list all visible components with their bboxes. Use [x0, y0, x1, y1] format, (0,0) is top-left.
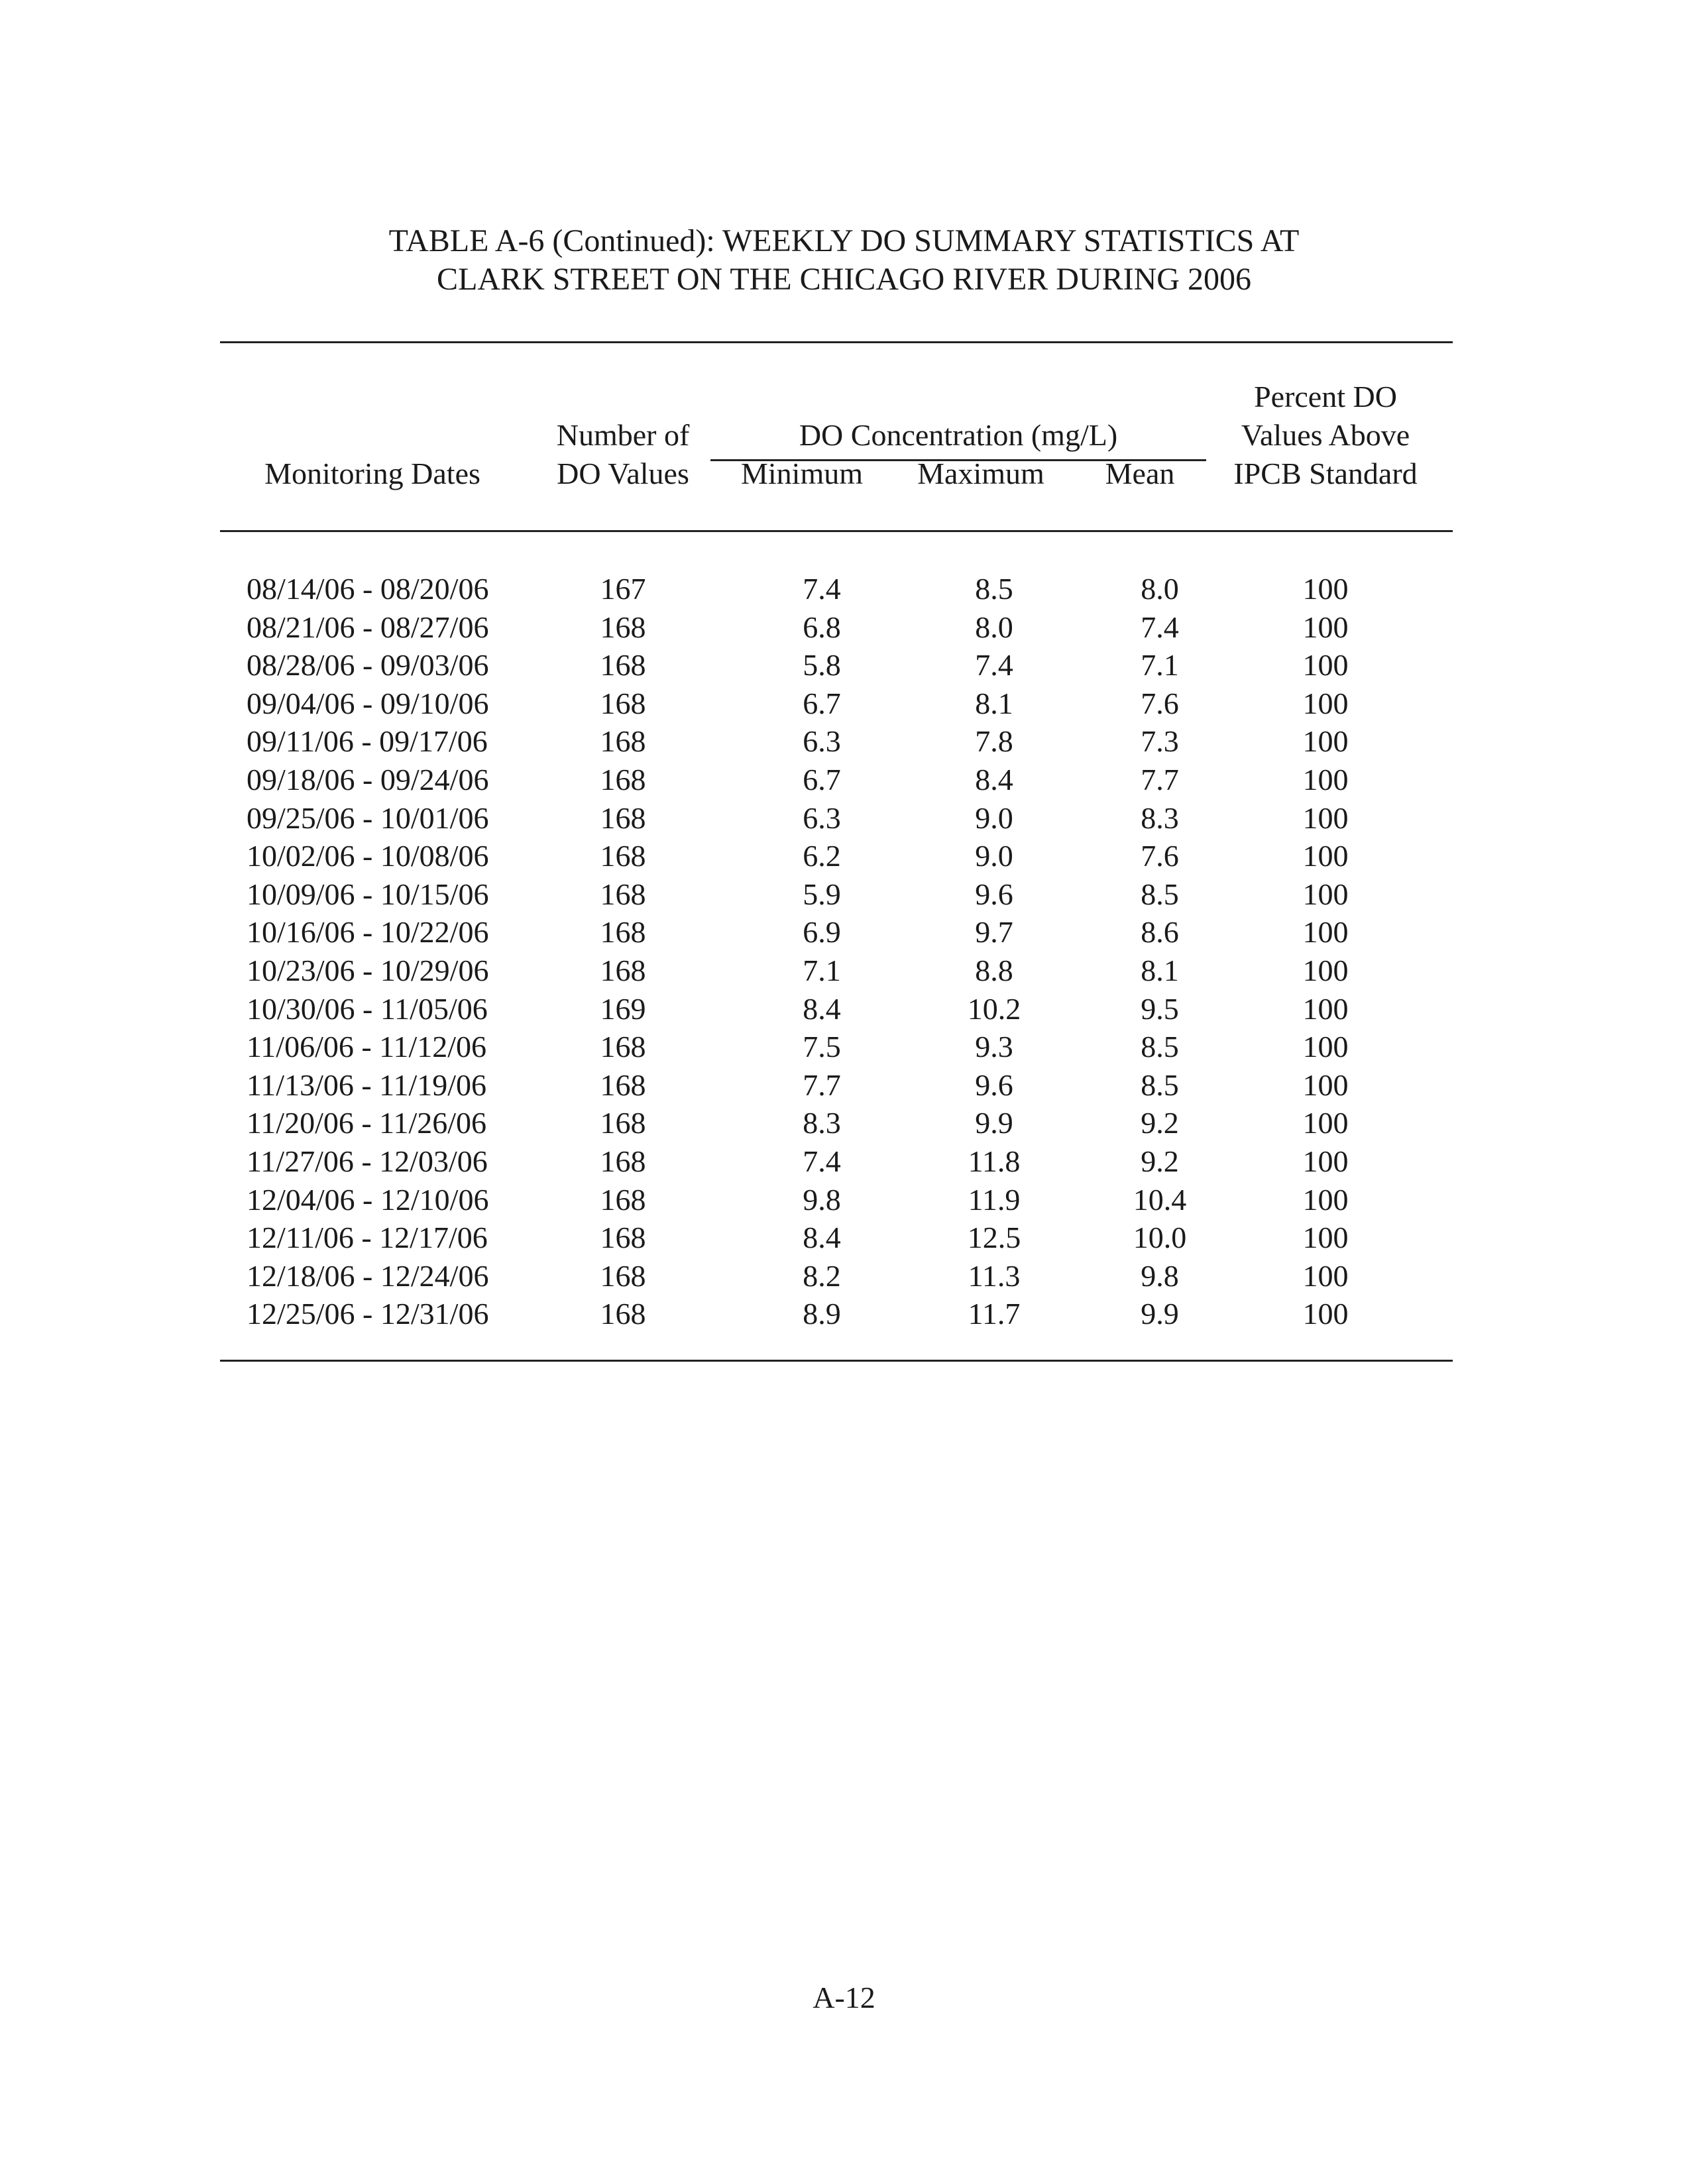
- cell-dates: 12/18/06 - 12/24/06: [247, 1258, 489, 1293]
- cell-maximum: 9.6: [975, 877, 1013, 911]
- header-minimum: Minimum: [740, 457, 864, 490]
- cell-do-count: 169: [600, 991, 646, 1026]
- cell-maximum: 8.0: [975, 610, 1013, 644]
- cell-mean: 8.5: [1141, 1030, 1179, 1064]
- cell-do-count: 168: [600, 839, 646, 873]
- cell-do-count: 168: [600, 1258, 646, 1293]
- cell-maximum: 9.9: [975, 1106, 1013, 1140]
- cell-percent-above: 100: [1302, 762, 1349, 796]
- cell-maximum: 9.7: [975, 915, 1013, 950]
- cell-percent-above: 100: [1302, 1221, 1349, 1255]
- cell-dates: 10/02/06 - 10/08/06: [247, 839, 489, 873]
- cell-mean: 9.9: [1141, 1297, 1179, 1331]
- cell-percent-above: 100: [1302, 648, 1349, 682]
- cell-do-count: 168: [600, 1106, 646, 1140]
- cell-maximum: 9.3: [975, 1030, 1013, 1064]
- header-monitoring-dates: Monitoring Dates: [264, 457, 480, 490]
- concentration-underline: [710, 459, 1206, 461]
- cell-minimum: 6.8: [803, 610, 841, 644]
- cell-percent-above: 100: [1302, 915, 1349, 950]
- cell-maximum: 12.5: [967, 1221, 1021, 1255]
- cell-do-count: 168: [600, 724, 646, 759]
- cell-percent-above: 100: [1302, 877, 1349, 911]
- cell-percent-above: 100: [1302, 1182, 1349, 1217]
- cell-dates: 12/25/06 - 12/31/06: [247, 1297, 489, 1331]
- cell-percent-above: 100: [1302, 1297, 1349, 1331]
- cell-do-count: 168: [600, 1182, 646, 1217]
- cell-dates: 10/23/06 - 10/29/06: [247, 953, 489, 987]
- cell-dates: 11/20/06 - 11/26/06: [247, 1106, 487, 1140]
- cell-dates: 09/11/06 - 09/17/06: [247, 724, 488, 759]
- table-row: [0, 1296, 1688, 1335]
- table-row: [0, 1144, 1688, 1182]
- cell-dates: 09/04/06 - 09/10/06: [247, 686, 489, 720]
- table-row: [0, 1105, 1688, 1144]
- cell-minimum: 6.3: [803, 800, 841, 835]
- cell-do-count: 168: [600, 1067, 646, 1102]
- cell-minimum: 7.7: [803, 1067, 841, 1102]
- cell-minimum: 5.9: [803, 877, 841, 911]
- cell-mean: 7.7: [1141, 762, 1179, 796]
- cell-minimum: 7.4: [803, 1144, 841, 1178]
- cell-percent-above: 100: [1302, 1144, 1349, 1178]
- cell-mean: 8.1: [1141, 953, 1179, 987]
- table-row: [0, 686, 1688, 724]
- cell-mean: 7.3: [1141, 724, 1179, 759]
- cell-dates: 08/14/06 - 08/20/06: [247, 572, 489, 606]
- cell-maximum: 10.2: [967, 991, 1021, 1026]
- cell-minimum: 8.4: [803, 991, 841, 1026]
- cell-dates: 09/25/06 - 10/01/06: [247, 800, 489, 835]
- cell-minimum: 7.4: [803, 572, 841, 606]
- cell-mean: 9.5: [1141, 991, 1179, 1026]
- cell-minimum: 7.1: [803, 953, 841, 987]
- cell-percent-above: 100: [1302, 572, 1349, 606]
- cell-mean: 8.0: [1141, 572, 1179, 606]
- cell-dates: 11/06/06 - 11/12/06: [247, 1030, 487, 1064]
- title-line-2: CLARK STREET ON THE CHICAGO RIVER DURING 2006: [437, 262, 1251, 297]
- cell-percent-above: 100: [1302, 724, 1349, 759]
- cell-percent-above: 100: [1302, 610, 1349, 644]
- cell-mean: 10.0: [1133, 1221, 1187, 1255]
- cell-mean: 9.8: [1141, 1258, 1179, 1293]
- cell-minimum: 7.5: [803, 1030, 841, 1064]
- table-row: [0, 800, 1688, 839]
- cell-dates: 09/18/06 - 09/24/06: [247, 762, 489, 796]
- cell-percent-above: 100: [1302, 800, 1349, 835]
- table-row: [0, 724, 1688, 762]
- cell-maximum: 11.7: [968, 1297, 1021, 1331]
- cell-percent-above: 100: [1302, 1258, 1349, 1293]
- bottom-rule: [220, 1360, 1453, 1362]
- cell-dates: 11/13/06 - 11/19/06: [247, 1067, 487, 1102]
- cell-do-count: 168: [600, 800, 646, 835]
- cell-do-count: 168: [600, 1030, 646, 1064]
- table-row: [0, 953, 1688, 991]
- cell-minimum: 5.8: [803, 648, 841, 682]
- cell-dates: 12/04/06 - 12/10/06: [247, 1182, 489, 1217]
- cell-dates: 10/16/06 - 10/22/06: [247, 915, 489, 950]
- table-row: [0, 877, 1688, 915]
- cell-mean: 9.2: [1141, 1106, 1179, 1140]
- cell-do-count: 168: [600, 953, 646, 987]
- cell-maximum: 8.4: [975, 762, 1013, 796]
- header-maximum: Maximum: [917, 457, 1044, 490]
- cell-minimum: 8.2: [803, 1258, 841, 1293]
- cell-do-count: 168: [600, 1221, 646, 1255]
- cell-maximum: 8.5: [975, 572, 1013, 606]
- cell-percent-above: 100: [1302, 1030, 1349, 1064]
- cell-maximum: 7.4: [975, 648, 1013, 682]
- table-row: [0, 1258, 1688, 1297]
- page-number: A-12: [813, 1981, 875, 2014]
- cell-minimum: 8.3: [803, 1106, 841, 1140]
- cell-mean: 7.6: [1141, 839, 1179, 873]
- cell-dates: 10/30/06 - 11/05/06: [247, 991, 488, 1026]
- table-row: [0, 571, 1688, 610]
- cell-dates: 08/28/06 - 09/03/06: [247, 648, 489, 682]
- header-number-of-line1: Number of: [556, 418, 690, 452]
- cell-percent-above: 100: [1302, 686, 1349, 720]
- cell-maximum: 11.3: [968, 1258, 1021, 1293]
- cell-minimum: 8.9: [803, 1297, 841, 1331]
- cell-dates: 08/21/06 - 08/27/06: [247, 610, 489, 644]
- cell-mean: 8.5: [1141, 1067, 1179, 1102]
- cell-percent-above: 100: [1302, 1067, 1349, 1102]
- cell-maximum: 8.1: [975, 686, 1013, 720]
- cell-do-count: 168: [600, 610, 646, 644]
- table-row: [0, 991, 1688, 1030]
- cell-mean: 9.2: [1141, 1144, 1179, 1178]
- table-row: [0, 762, 1688, 800]
- table-title: [0, 222, 1688, 299]
- cell-dates: 11/27/06 - 12/03/06: [247, 1144, 488, 1178]
- cell-mean: 7.6: [1141, 686, 1179, 720]
- table-body: [0, 571, 1688, 1335]
- cell-minimum: 9.8: [803, 1182, 841, 1217]
- cell-do-count: 168: [600, 1144, 646, 1178]
- cell-do-count: 168: [600, 648, 646, 682]
- table-row: [0, 914, 1688, 953]
- cell-maximum: 11.8: [968, 1144, 1021, 1178]
- cell-maximum: 7.8: [975, 724, 1013, 759]
- cell-maximum: 8.8: [975, 953, 1013, 987]
- cell-minimum: 6.7: [803, 762, 841, 796]
- cell-mean: 7.4: [1141, 610, 1179, 644]
- cell-minimum: 6.2: [803, 839, 841, 873]
- table-row: [0, 1220, 1688, 1258]
- table-header: [0, 371, 1688, 504]
- cell-mean: 10.4: [1133, 1182, 1187, 1217]
- cell-percent-above: 100: [1302, 1106, 1349, 1140]
- table-row: [0, 1067, 1688, 1106]
- header-percent-line3: IPCB Standard: [1233, 457, 1418, 490]
- cell-mean: 7.1: [1141, 648, 1179, 682]
- cell-minimum: 8.4: [803, 1221, 841, 1255]
- header-percent-line1: Percent DO: [1254, 380, 1397, 413]
- cell-dates: 10/09/06 - 10/15/06: [247, 877, 489, 911]
- cell-minimum: 6.7: [803, 686, 841, 720]
- cell-maximum: 11.9: [968, 1182, 1021, 1217]
- cell-maximum: 9.0: [975, 800, 1013, 835]
- cell-percent-above: 100: [1302, 839, 1349, 873]
- cell-do-count: 168: [600, 877, 646, 911]
- cell-maximum: 9.6: [975, 1067, 1013, 1102]
- cell-minimum: 6.3: [803, 724, 841, 759]
- cell-do-count: 167: [600, 572, 646, 606]
- cell-percent-above: 100: [1302, 991, 1349, 1026]
- header-do-concentration: DO Concentration (mg/L): [799, 418, 1118, 452]
- title-line-1: TABLE A-6 (Continued): WEEKLY DO SUMMARY STATISTICS AT: [388, 223, 1300, 258]
- cell-do-count: 168: [600, 762, 646, 796]
- cell-percent-above: 100: [1302, 953, 1349, 987]
- header-number-of-line2: DO Values: [557, 457, 689, 490]
- top-rule: [220, 341, 1453, 343]
- cell-do-count: 168: [600, 915, 646, 950]
- cell-do-count: 168: [600, 1297, 646, 1331]
- table-row: [0, 647, 1688, 686]
- cell-mean: 8.6: [1141, 915, 1179, 950]
- header-rule: [220, 530, 1453, 532]
- cell-minimum: 6.9: [803, 915, 841, 950]
- cell-mean: 8.3: [1141, 800, 1179, 835]
- table-row: [0, 610, 1688, 648]
- header-mean: Mean: [1105, 457, 1175, 490]
- cell-mean: 8.5: [1141, 877, 1179, 911]
- table-row: [0, 838, 1688, 877]
- cell-do-count: 168: [600, 686, 646, 720]
- header-percent-line2: Values Above: [1241, 418, 1410, 452]
- cell-maximum: 9.0: [975, 839, 1013, 873]
- table-row: [0, 1029, 1688, 1067]
- cell-dates: 12/11/06 - 12/17/06: [247, 1221, 488, 1255]
- table-row: [0, 1182, 1688, 1221]
